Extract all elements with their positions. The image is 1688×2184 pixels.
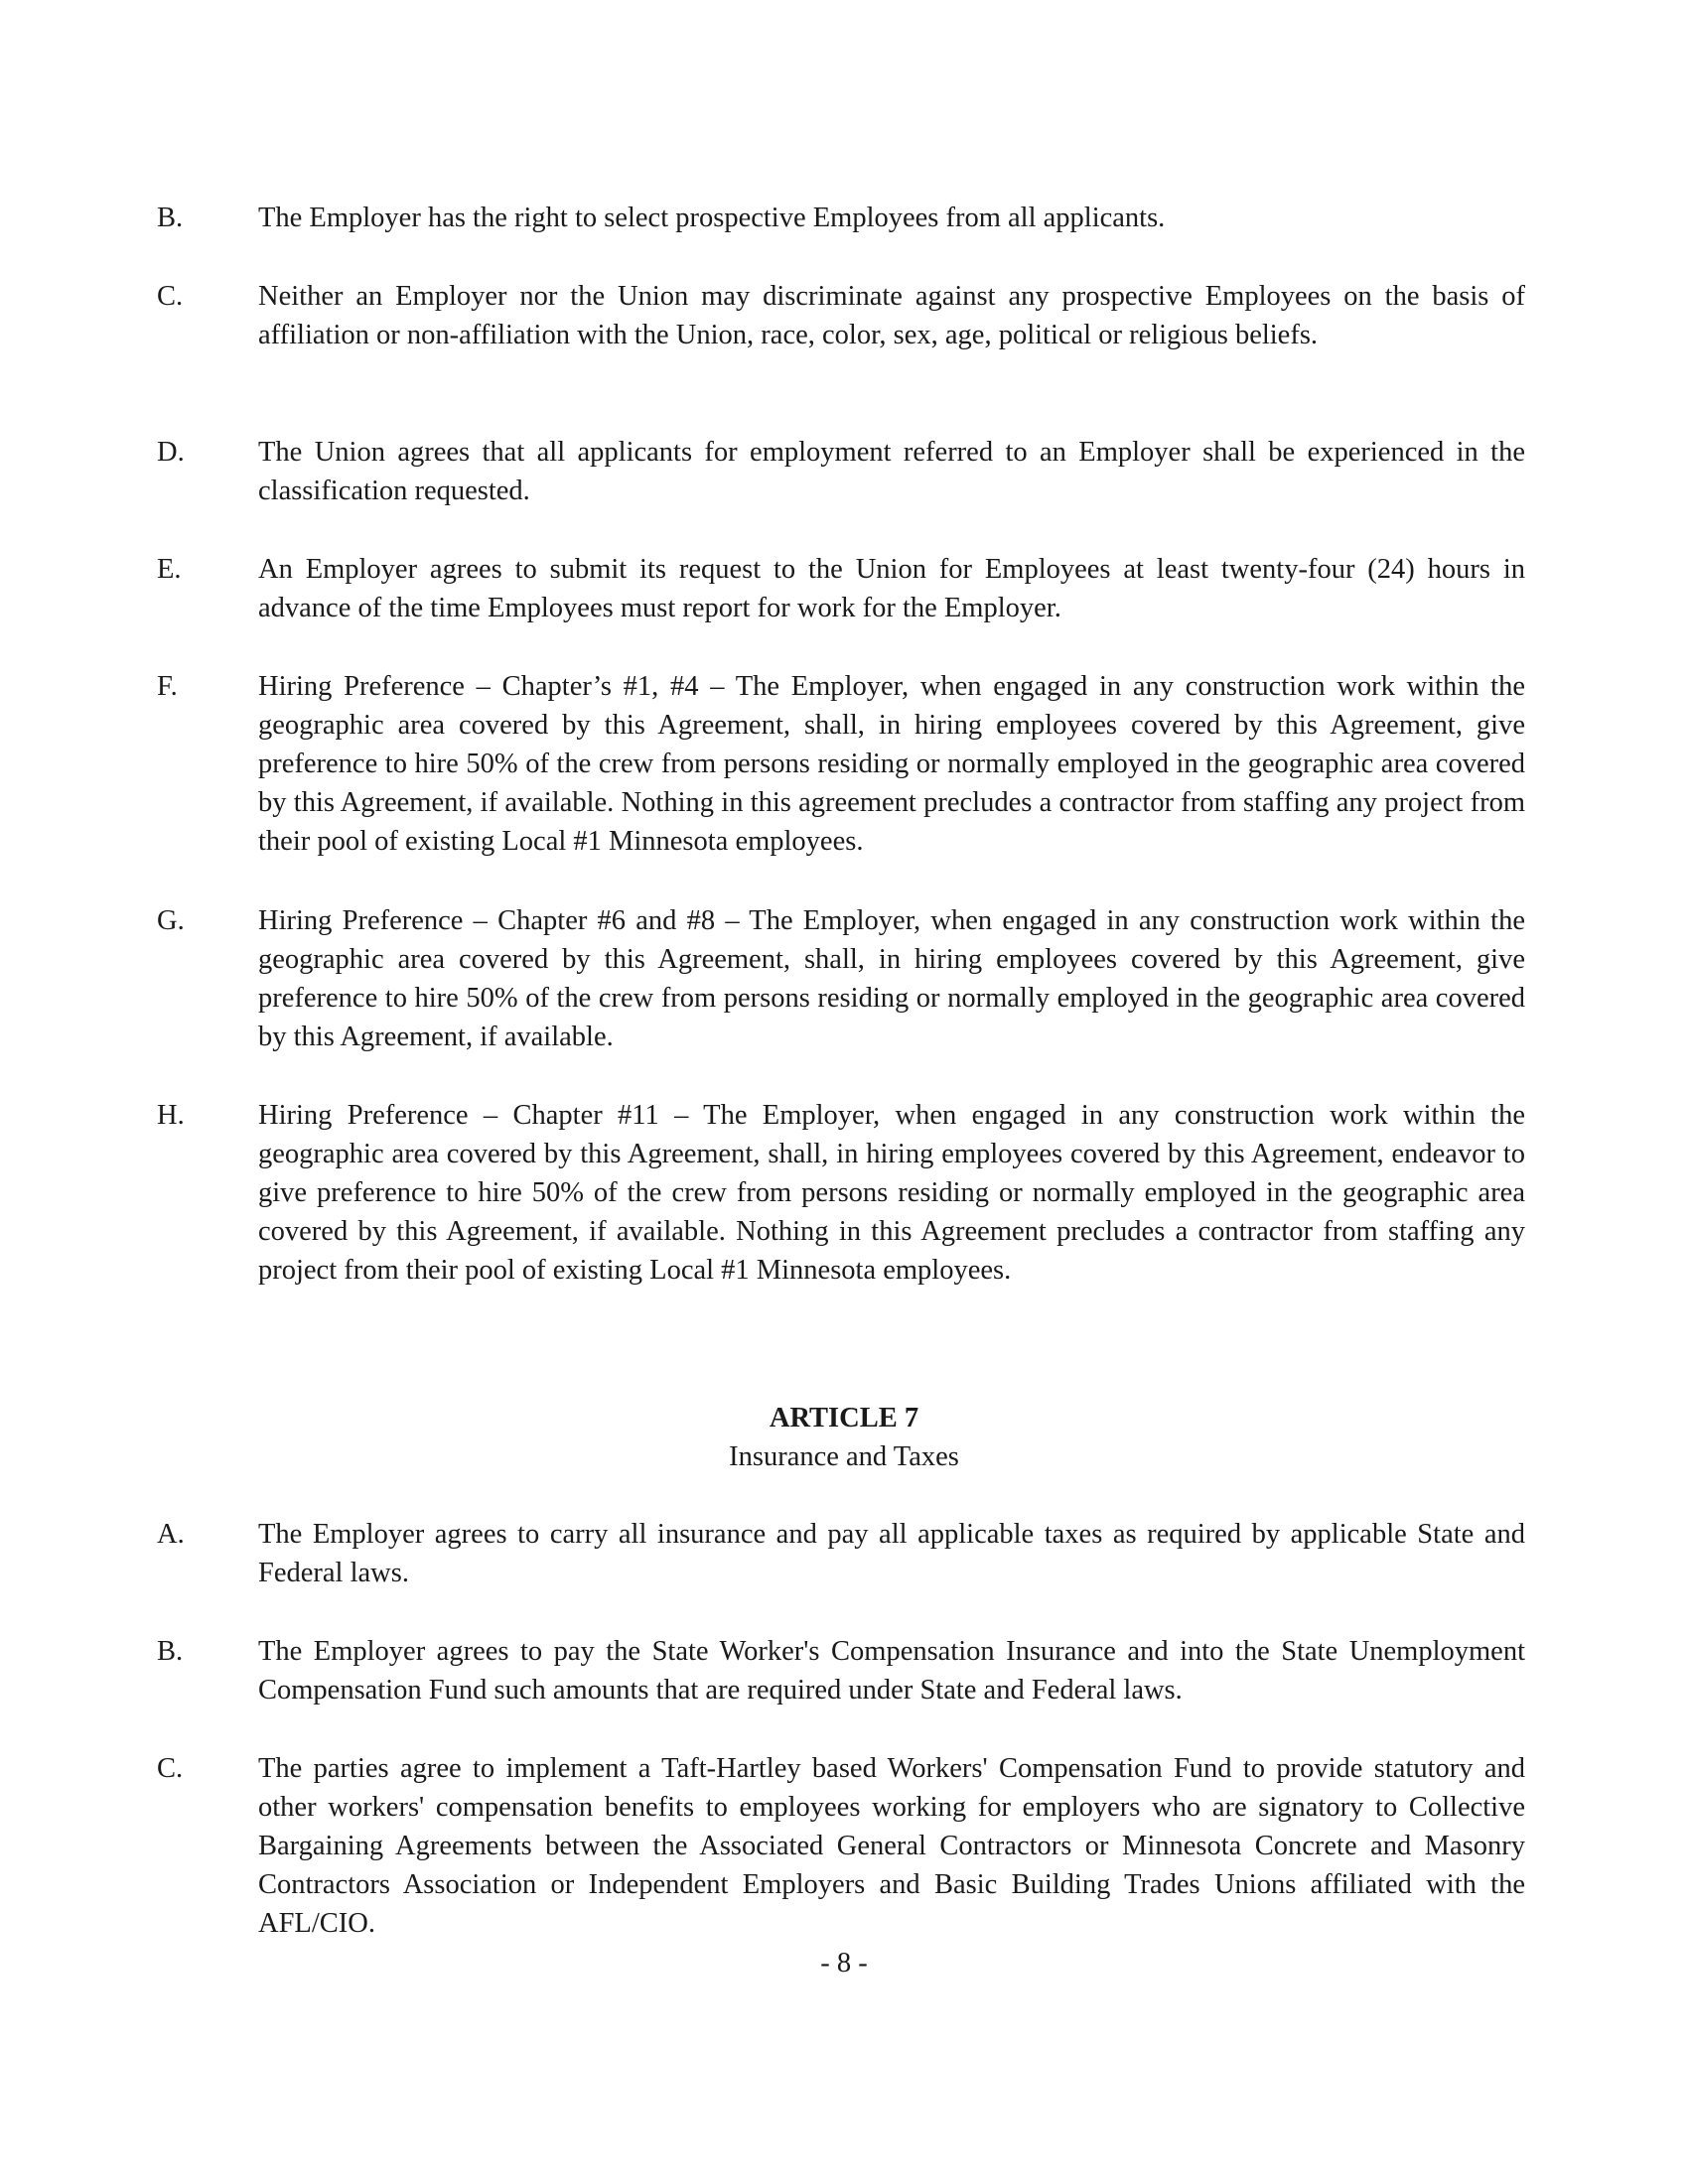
list-item <box>157 667 1525 861</box>
item-text: The Employer has the right to select prospective Employees from all applicants. <box>258 203 1166 233</box>
item-text: The Employer agrees to carry all insurance and pay all applicable taxes as required by applicable State and Federal laws. <box>258 1519 1525 1588</box>
list-item <box>157 433 1525 510</box>
item-letter: C. <box>157 1753 184 1784</box>
item-letter: C. <box>157 281 184 312</box>
page-number: - 8 - <box>820 1948 868 1979</box>
list-item <box>157 550 1525 627</box>
item-text: The Employer agrees to pay the State Worker's Compensation Insurance and into the State Unemployment Compensation Fund such amounts that are required under State and Federal laws. <box>258 1636 1525 1706</box>
item-text: The parties agree to implement a Taft-Hartley based Workers' Compensation Fund to provide statutory and other workers' compensation benefits to employees working for employers who are signatory to Collective Bargaining Agreements between the Associated General Contractors or Minnesota Concrete and Masonry Contractors Association or Independent Employers and Basic Building Trades Unions affiliated with the AFL/CIO. <box>258 1753 1525 1939</box>
item-text: The Union agrees that all applicants for employment referred to an Employer shall be experienced in the classification requested. <box>258 437 1525 506</box>
item-letter: A. <box>157 1519 185 1550</box>
item-text: An Employer agrees to submit its request to the Union for Employees at least twenty-four (24) hours in advance of the time Employees must report for work for the Employer. <box>258 554 1525 623</box>
list-item <box>157 277 1525 354</box>
item-letter: F. <box>157 671 178 702</box>
item-text: Neither an Employer nor the Union may discriminate against any prospective Employees on the basis of affiliation or non-affiliation with the Union, race, color, sex, age, political or religious beliefs. <box>258 281 1525 350</box>
list-item <box>157 199 1525 237</box>
item-letter: B. <box>157 1636 184 1667</box>
item-text: Hiring Preference – Chapter’s #1, #4 – The Employer, when engaged in any construction work within the geographic area covered by this Agreement, shall, in hiring employees covered by this Agreement, give preference to hire 50% of the crew from persons residing or normally employed in the geographic area covered by this Agreement, if available. Nothing in this agreement precludes a contractor from staffing any project from their pool of existing Local #1 Minnesota employees. <box>258 671 1525 857</box>
list-item <box>157 1515 1525 1592</box>
list-item <box>157 901 1525 1056</box>
item-letter: B. <box>157 203 184 233</box>
article-subtitle: Insurance and Taxes <box>729 1441 959 1472</box>
article-title: ARTICLE 7 <box>769 1403 919 1433</box>
item-letter: H. <box>157 1100 185 1131</box>
list-item <box>157 1749 1525 1943</box>
item-letter: G. <box>157 905 185 936</box>
list-item <box>157 1632 1525 1709</box>
item-letter: E. <box>157 554 182 585</box>
item-text: Hiring Preference – Chapter #11 – The Employer, when engaged in any construction work within the geographic area covered by this Agreement, shall, in hiring employees covered by this Agreement, endeavor to give preference to hire 50% of the crew from persons residing or normally employed in the geographic area covered by this Agreement, if available. Nothing in this Agreement precludes a contractor from staffing any project from their pool of existing Local #1 Minnesota employees. <box>258 1100 1525 1286</box>
list-item <box>157 1096 1525 1290</box>
item-text: Hiring Preference – Chapter #6 and #8 – The Employer, when engaged in any construction work within the geographic area covered by this Agreement, shall, in hiring employees covered by this Agreement, give preference to hire 50% of the crew from persons residing or normally employed in the geographic area covered by this Agreement, if available. <box>258 905 1525 1052</box>
item-letter: D. <box>157 437 185 468</box>
